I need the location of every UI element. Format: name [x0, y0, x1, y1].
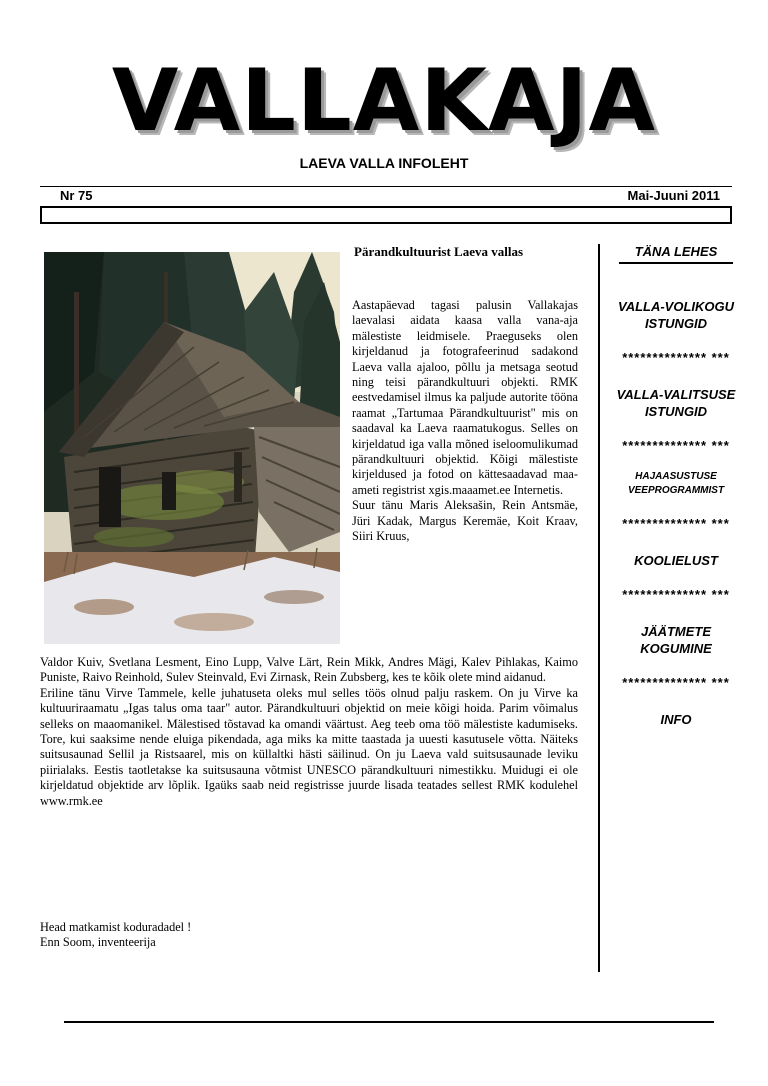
bottom-rule	[64, 1021, 714, 1023]
article-full-width-text	[40, 655, 578, 809]
header-banner-box	[40, 206, 732, 224]
article-column-text	[352, 298, 578, 545]
sidebar-separator: ************** ***	[622, 350, 730, 365]
masthead-subtitle: LAEVA VALLA INFOLEHT	[299, 155, 469, 171]
article-paragraph: Aastapäevad tagasi palusin Vallakajas laevalasi aidata kaasa valla vana-aja mälestiste leidmisele. Praeguseks olen kirjeldanud ja fotografeerinud sadakond Laeva valla ajaloo, põllu ja metsaga seotud ning teisi pärandkultuuri objekti. RMK eestvedamisel ilmus ka paljude autorite tööna raamat „Tartumaa Pärandkultuurist" mis on saadaval ka Laeva raamatukogus. Selles on kirjeldatud iga valla mõned iseloomulikumad pärandkultuuri objektid. Kõigi mälestiste kirjeldused ja fotod on kättesaadavad maa-ameti registrist xgis.maaamet.ee Internetis.	[352, 298, 578, 497]
article-paragraph: Suur tänu Maris Aleksašin, Rein Antsmäe, Jüri Kadak, Margus Keremäe, Koit Kraav, Siiri Kruus,	[352, 498, 578, 544]
closing-author: Enn Soom, inventeerija	[40, 935, 156, 950]
column-divider	[598, 244, 600, 972]
sidebar-item-jaatmed[interactable]: JÄÄTMETE KOGUMINE	[640, 624, 712, 656]
sidebar-separator: ************** ***	[622, 675, 730, 690]
article-closing	[40, 920, 340, 951]
sidebar-item-info[interactable]: INFO	[660, 712, 692, 727]
issue-date: Mai-Juuni 2011	[627, 188, 720, 203]
sidebar-item-veeprogramm[interactable]: HAJAASUSTUSE VEEPROGRAMMIST	[627, 471, 725, 496]
sidebar-separator: ************** ***	[622, 587, 730, 602]
article-paragraph: Eriline tänu Virve Tammele, kelle juhatuseta oleks mul selles töös olnud palju raskem. On ju Virve ka kultuuriraamatu „Igas talus oma taar" autor. Pärandkultuuri objektid on meie kõigi hoida. Parim võimalus selleks on maaomanikel. Mälestised tõstavad ka omandi väärtust. Aeg teeb oma töö mälestiste kadumiseks. Tore, kui saaksime nende eluiga pikendada, aga miks ka mitte taastada ja uuesti kasutusele võtta. Näiteks suitsusaunad Sellil ja Ristsaarel, mis on küllaltki hästi säilinud. On ju Laeva vald suitsusaunade leviku piirialaks. Eestis taotletakse ka suitsusauna võtmist UNESCO pärandkultuuri nimestikku. Muidugi ei ole kirjeldatud objektide arv lõplik. Igaüks saab neid registrisse juurde lisada teatades sellest RMK kodulehel www.rmk.ee	[40, 685, 578, 808]
top-rule	[40, 186, 732, 187]
sidebar-item-koolielu[interactable]: KOOLIELUST	[634, 553, 718, 568]
sidebar-item-volikogu[interactable]: VALLA-VOLIKOGU ISTUNGID	[617, 299, 735, 331]
sidebar-heading: TÄNA LEHES	[619, 243, 733, 264]
closing-greeting: Head matkamist koduradadel !	[40, 920, 192, 934]
sidebar-contents	[614, 243, 738, 728]
sidebar-separator: ************** ***	[622, 516, 730, 531]
sidebar-item-valitsus[interactable]: VALLA-VALITSUSE ISTUNGID	[616, 387, 736, 419]
masthead-title: VALLAKAJA	[111, 51, 657, 151]
sidebar-separator: ************** ***	[622, 438, 730, 453]
issue-number: Nr 75	[60, 188, 93, 203]
issue-row	[60, 188, 720, 204]
article-photo	[44, 252, 340, 644]
article-paragraph: Valdor Kuiv, Svetlana Lesment, Eino Lupp, Valve Lärt, Rein Mikk, Andres Mägi, Kalev Pihlakas, Kaimo Puniste, Raivo Reinhold, Sulev Steinvald, Evi Zirnask, Rein Zubsberg, kes te kõik olete mind aidanud.	[40, 655, 578, 685]
article-title: Pärandkultuurist Laeva vallas	[354, 244, 524, 259]
